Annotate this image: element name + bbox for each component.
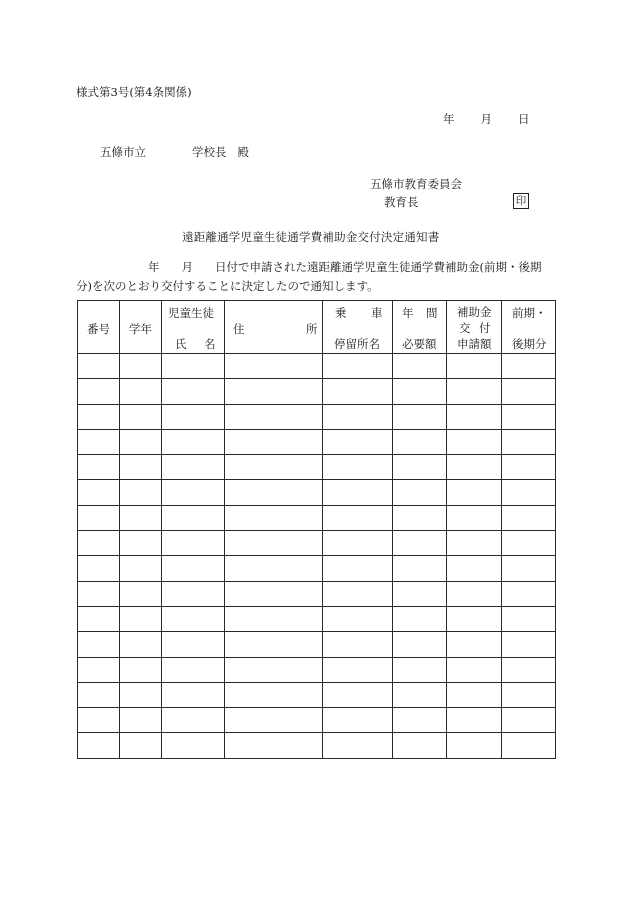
cell-address[interactable] [225,632,323,657]
cell-subsidy-applied[interactable] [447,556,502,581]
cell-number[interactable] [78,606,120,631]
cell-grade[interactable] [120,606,162,631]
cell-number[interactable] [78,455,120,480]
table-row [78,455,556,480]
cell-address[interactable] [225,404,323,429]
header-number: 番号 [78,301,120,354]
cell-student-name[interactable] [162,379,225,404]
cell-annual-required[interactable] [393,480,447,505]
cell-term[interactable] [502,733,556,758]
cell-number[interactable] [78,581,120,606]
cell-grade[interactable] [120,556,162,581]
cell-grade[interactable] [120,429,162,454]
cell-term[interactable] [502,404,556,429]
cell-address[interactable] [225,379,323,404]
recipient-honorific: 殿 [237,145,249,159]
cell-address[interactable] [225,480,323,505]
table-row [78,733,556,758]
cell-number[interactable] [78,429,120,454]
table-body [78,354,556,759]
cell-term[interactable] [502,657,556,682]
header-term: 前期・ 後期分 [502,301,556,354]
cell-annual-required[interactable] [393,354,447,379]
issuer-org: 五條市教育委員会 [370,177,462,191]
cell-term[interactable] [502,429,556,454]
cell-term[interactable] [502,379,556,404]
date-line [443,111,530,127]
cell-number[interactable] [78,480,120,505]
header-boarding-stop: 乗 車 停留所名 [323,301,393,354]
date-month: 月 [480,112,492,126]
header-annual-required: 年 間 必要額 [393,301,447,354]
cell-student-name[interactable] [162,682,225,707]
cell-number[interactable] [78,505,120,530]
cell-grade[interactable] [120,404,162,429]
cell-annual-required[interactable] [393,556,447,581]
cell-grade[interactable] [120,632,162,657]
cell-number[interactable] [78,708,120,733]
cell-subsidy-applied[interactable] [447,606,502,631]
table-row [78,606,556,631]
cell-number[interactable] [78,682,120,707]
cell-boarding-stop[interactable] [323,429,393,454]
cell-term[interactable] [502,632,556,657]
cell-boarding-stop[interactable] [323,606,393,631]
cell-address[interactable] [225,429,323,454]
cell-grade[interactable] [120,531,162,556]
cell-number[interactable] [78,531,120,556]
cell-number[interactable] [78,379,120,404]
table-row [78,505,556,530]
cell-boarding-stop[interactable] [323,657,393,682]
cell-address[interactable] [225,455,323,480]
cell-boarding-stop[interactable] [323,379,393,404]
cell-term[interactable] [502,480,556,505]
recipient-principal: 学校長 [192,145,227,159]
cell-number[interactable] [78,354,120,379]
cell-term[interactable] [502,708,556,733]
table-row [78,556,556,581]
table-row [78,581,556,606]
cell-term[interactable] [502,556,556,581]
cell-student-name[interactable] [162,531,225,556]
body-line1-rest: 日付で申請された遠距離通学児童生徒通学費補助金(前期・後期 [215,260,542,274]
recipient-city: 五條市立 [100,145,146,159]
cell-subsidy-applied[interactable] [447,632,502,657]
cell-grade[interactable] [120,708,162,733]
cell-boarding-stop[interactable] [323,354,393,379]
cell-boarding-stop[interactable] [323,480,393,505]
cell-number[interactable] [78,404,120,429]
cell-term[interactable] [502,682,556,707]
cell-address[interactable] [225,657,323,682]
cell-annual-required[interactable] [393,505,447,530]
cell-address[interactable] [225,556,323,581]
table-row [78,531,556,556]
cell-subsidy-applied[interactable] [447,354,502,379]
cell-student-name[interactable] [162,404,225,429]
cell-subsidy-applied[interactable] [447,379,502,404]
cell-grade[interactable] [120,581,162,606]
cell-number[interactable] [78,556,120,581]
cell-boarding-stop[interactable] [323,733,393,758]
cell-number[interactable] [78,733,120,758]
cell-address[interactable] [225,606,323,631]
cell-subsidy-applied[interactable] [447,455,502,480]
cell-grade[interactable] [120,379,162,404]
cell-annual-required[interactable] [393,404,447,429]
cell-student-name[interactable] [162,733,225,758]
cell-number[interactable] [78,632,120,657]
seal-stamp: 印 [513,193,529,209]
header-student-name: 児童生徒 氏 名 [162,301,225,354]
table-row [78,708,556,733]
cell-student-name[interactable] [162,632,225,657]
cell-grade[interactable] [120,505,162,530]
issuer-title: 教育長 [384,195,419,209]
cell-student-name[interactable] [162,455,225,480]
cell-annual-required[interactable] [393,429,447,454]
cell-subsidy-applied[interactable] [447,657,502,682]
cell-boarding-stop[interactable] [323,581,393,606]
cell-grade[interactable] [120,682,162,707]
cell-subsidy-applied[interactable] [447,429,502,454]
cell-subsidy-applied[interactable] [447,531,502,556]
cell-term[interactable] [502,455,556,480]
cell-boarding-stop[interactable] [323,708,393,733]
form-number: 様式第3号(第4条関係) [76,85,192,99]
body-month: 月 [181,260,193,274]
cell-term[interactable] [502,531,556,556]
notice-body [76,258,562,296]
cell-address[interactable] [225,531,323,556]
cell-boarding-stop[interactable] [323,404,393,429]
cell-boarding-stop[interactable] [323,556,393,581]
cell-term[interactable] [502,354,556,379]
cell-student-name[interactable] [162,354,225,379]
cell-boarding-stop[interactable] [323,455,393,480]
body-line2: 分)を次のとおり交付することに決定したので通知します。 [76,279,379,293]
cell-grade[interactable] [120,480,162,505]
cell-address[interactable] [225,505,323,530]
cell-boarding-stop[interactable] [323,632,393,657]
cell-annual-required[interactable] [393,682,447,707]
cell-grade[interactable] [120,733,162,758]
cell-subsidy-applied[interactable] [447,581,502,606]
cell-boarding-stop[interactable] [323,505,393,530]
cell-number[interactable] [78,657,120,682]
cell-annual-required[interactable] [393,632,447,657]
cell-student-name[interactable] [162,429,225,454]
cell-grade[interactable] [120,354,162,379]
cell-boarding-stop[interactable] [323,682,393,707]
cell-subsidy-applied[interactable] [447,505,502,530]
cell-address[interactable] [225,682,323,707]
header-grade: 学年 [120,301,162,354]
cell-annual-required[interactable] [393,606,447,631]
table-row [78,354,556,379]
cell-grade[interactable] [120,657,162,682]
date-year: 年 [443,112,455,126]
cell-subsidy-applied[interactable] [447,682,502,707]
cell-student-name[interactable] [162,505,225,530]
document-title: 遠距離通学児童生徒通学費補助金交付決定通知書 [182,230,440,244]
cell-grade[interactable] [120,455,162,480]
cell-subsidy-applied[interactable] [447,708,502,733]
cell-student-name[interactable] [162,581,225,606]
cell-term[interactable] [502,581,556,606]
subsidy-table [77,300,556,759]
cell-student-name[interactable] [162,556,225,581]
table-row [78,404,556,429]
date-day: 日 [518,112,530,126]
cell-annual-required[interactable] [393,708,447,733]
table-row [78,632,556,657]
table-row [78,480,556,505]
table-row [78,657,556,682]
cell-boarding-stop[interactable] [323,531,393,556]
header-subsidy-applied: 補助金 交 付 申請額 [447,301,502,354]
table-row [78,429,556,454]
cell-student-name[interactable] [162,708,225,733]
cell-address[interactable] [225,581,323,606]
recipient-line [100,144,249,160]
cell-annual-required[interactable] [393,531,447,556]
cell-student-name[interactable] [162,480,225,505]
cell-address[interactable] [225,354,323,379]
cell-annual-required[interactable] [393,581,447,606]
cell-address[interactable] [225,733,323,758]
cell-annual-required[interactable] [393,455,447,480]
cell-subsidy-applied[interactable] [447,480,502,505]
table-row [78,682,556,707]
cell-student-name[interactable] [162,657,225,682]
cell-term[interactable] [502,505,556,530]
body-year: 年 [148,260,160,274]
cell-annual-required[interactable] [393,657,447,682]
table-header-row [78,301,556,354]
table-row [78,379,556,404]
cell-term[interactable] [502,606,556,631]
header-address: 住 所 [225,301,323,354]
cell-address[interactable] [225,708,323,733]
cell-subsidy-applied[interactable] [447,404,502,429]
cell-annual-required[interactable] [393,733,447,758]
cell-annual-required[interactable] [393,379,447,404]
cell-student-name[interactable] [162,606,225,631]
cell-subsidy-applied[interactable] [447,733,502,758]
